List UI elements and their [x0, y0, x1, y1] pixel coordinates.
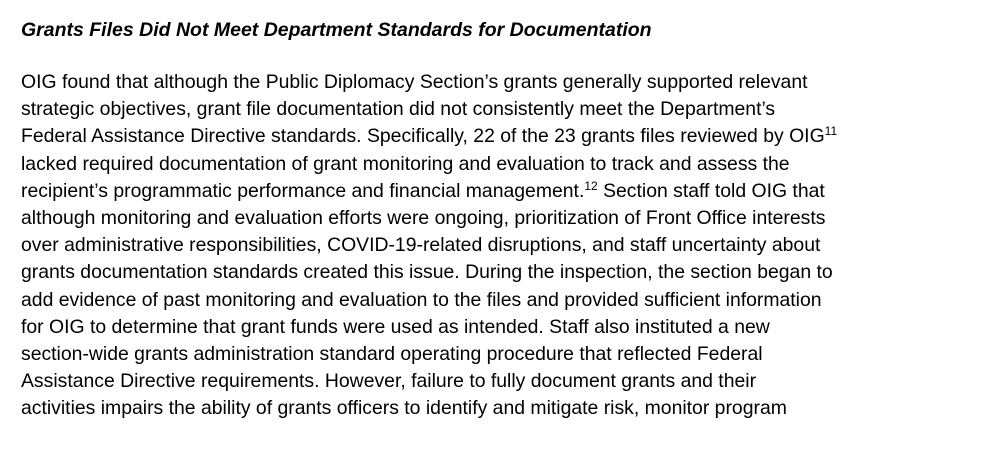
- paragraph-line: add evidence of past monitoring and evaluation to the files and provided sufficient information: [21, 288, 822, 311]
- paragraph-line: Federal Assistance Directive standards. Specifically, 22 of the 23 grants files reviewed by OIG$^{11}$: [21, 124, 838, 148]
- footnote-ref-12[interactable]: 12: [584, 178, 598, 193]
- footnote-ref-11[interactable]: 11: [824, 124, 838, 139]
- paragraph-line: OIG found that although the Public Diplomacy Section’s grants generally supported relevant: [21, 71, 808, 93]
- paragraph-line: although monitoring and evaluation efforts were ongoing, prioritization of Front Office interests: [21, 207, 826, 230]
- paragraph-line: strategic objectives, grant file documentation did not consistently meet the Department’s: [21, 98, 776, 121]
- paragraph-line: activities impairs the ability of grants officers to identify and mitigate risk, monitor program: [21, 397, 787, 420]
- paragraph-line: for OIG to determine that grant funds were used as intended. Staff also instituted a new: [21, 315, 770, 338]
- paragraph-line: section-wide grants administration standard operating procedure that reflected Federal: [21, 343, 763, 366]
- paragraph-line: recipient’s programmatic performance and financial management.$^{12}$ Section staff told OIG that: [21, 178, 825, 202]
- section-heading: Grants Files Did Not Meet Department Standards for Documentation: [21, 19, 652, 41]
- paragraph-line: grants documentation standards created this issue. During the inspection, the section began to: [21, 261, 833, 284]
- paragraph-line: Assistance Directive requirements. However, failure to fully document grants and their: [21, 370, 757, 393]
- paragraph-line: lacked required documentation of grant monitoring and evaluation to track and assess the: [21, 152, 790, 175]
- body-paragraph: [21, 69, 837, 423]
- paragraph-line: over administrative responsibilities, COVID-19-related disruptions, and staff uncertainty about: [21, 234, 821, 257]
